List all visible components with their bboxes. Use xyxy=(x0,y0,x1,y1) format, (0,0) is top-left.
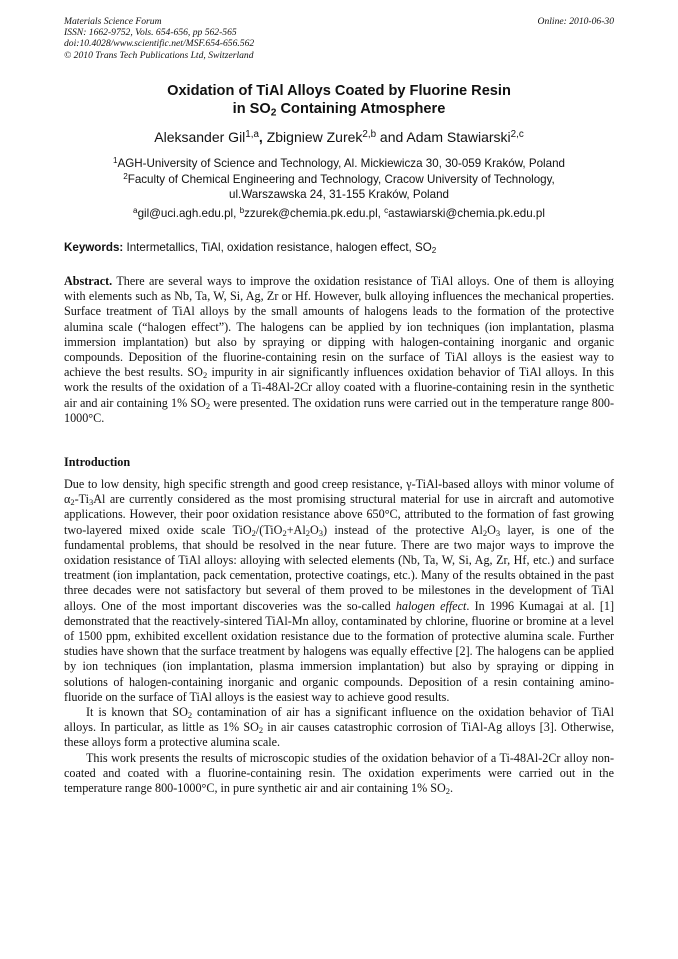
title-line-2 xyxy=(64,100,614,118)
author-affil-mark: 2,b xyxy=(362,129,377,141)
intro-subscript: 2 xyxy=(251,527,256,538)
title-subscript: 2 xyxy=(270,107,277,119)
intro-subscript: 3 xyxy=(89,497,94,508)
intro-subscript: 2 xyxy=(305,527,310,538)
email-mark: c xyxy=(384,205,389,215)
affiliation-2 xyxy=(64,172,614,188)
intro-paragraph-2 xyxy=(64,705,614,751)
intro-text: ) instead of the protective Al xyxy=(322,522,483,537)
intro-text: in air causes catastrophic corrosion of TiAl-Ag alloys [3]. Otherwise, these alloys form a protective alumina scale. xyxy=(64,720,614,750)
copyright-line: © 2010 Trans Tech Publications Ltd, Switzerland xyxy=(64,49,254,61)
intro-text: +Al xyxy=(286,522,306,537)
email-link[interactable]: zzurek@chemia.pk.edu.pl, xyxy=(244,207,385,220)
affil-text: AGH-University of Science and Technology, Al. Mickiewicza 30, 30-059 Kraków, Poland xyxy=(117,157,565,170)
abstract-text: impurity in air significantly influences oxidation behavior of TiAl alloys. In this work the results of the oxidation of a Ti-48Al-2Cr alloy coated with a fluorine-containing resin in the synthetic air and air containing 1% SO xyxy=(64,365,614,410)
author-separator: , xyxy=(258,129,267,145)
section-heading-introduction: Introduction xyxy=(64,455,131,469)
email-link[interactable]: gil@uci.agh.edu.pl, xyxy=(137,207,240,220)
author-name: Adam Stawiarski xyxy=(406,129,511,145)
author-affil-mark: 2,c xyxy=(510,129,524,141)
abstract-label: Abstract. xyxy=(64,274,113,288)
abstract-text: were presented. The oxidation runs were carried out in the temperature range 800-1000°C. xyxy=(64,395,615,425)
author-name: Aleksander Gil xyxy=(154,129,246,145)
author-name: Zbigniew Zurek xyxy=(266,129,363,145)
author-list xyxy=(64,128,614,146)
affiliation-1 xyxy=(64,156,614,172)
intro-text: contamination of air has a significant influence on the oxidation behavior of TiAl alloys. In particular, as little as 1% SO xyxy=(64,705,614,735)
intro-text: O xyxy=(309,522,319,537)
intro-subscript: 3 xyxy=(318,527,323,538)
intro-subscript: 2 xyxy=(258,725,264,736)
intro-text: O xyxy=(487,522,496,537)
online-date: Online: 2010-06-30 xyxy=(537,16,614,27)
abstract-paragraph xyxy=(64,274,614,426)
intro-text: Due to low density, high specific strength and good creep resistance, γ-TiAl-based alloys with minor volume of α xyxy=(64,477,614,507)
journal-name: Materials Science Forum xyxy=(64,16,162,27)
keywords-label: Keywords: xyxy=(64,241,124,254)
intro-emphasis: halogen effect xyxy=(395,598,467,613)
publication-info xyxy=(64,16,254,61)
keywords-line xyxy=(64,240,614,255)
intro-paragraph-3 xyxy=(64,751,614,797)
title-line-1: Oxidation of TiAl Alloys Coated by Fluorine Resin xyxy=(167,83,511,99)
affiliation-2-address: ul.Warszawska 24, 31-155 Kraków, Poland xyxy=(229,188,449,201)
paper-title xyxy=(64,82,614,118)
abstract-subscript: 2 xyxy=(205,400,211,411)
issn-line: ISSN: 1662-9752, Vols. 654-656, pp 562-565 xyxy=(64,27,237,39)
author-emails xyxy=(64,206,614,221)
author-separator: and xyxy=(376,129,407,145)
intro-paragraph-1 xyxy=(64,477,614,705)
title-text: in SO xyxy=(232,101,271,117)
intro-subscript: 2 xyxy=(70,497,75,508)
intro-subscript: 3 xyxy=(495,527,501,538)
keywords-subscript: 2 xyxy=(431,246,437,256)
intro-subscript: 2 xyxy=(282,527,287,538)
title-text: Containing Atmosphere xyxy=(276,101,446,117)
email-link[interactable]: astawiarski@chemia.pk.edu.pl xyxy=(388,207,545,220)
intro-text: This work presents the results of microscopic studies of the oxidation behavior of a Ti-48Al-2Cr alloy non-coated and coated with a fluorine-containing resin. The oxidation experiments were carried out in the temperature range 800-1000°C, in pure synthetic air and air containing 1% SO xyxy=(64,750,614,796)
affiliations xyxy=(64,156,614,203)
intro-text: . In 1996 Kumagai at al. [1] demonstrated that the reactively-sintered TiAl-Mn alloy, contaminated by chlorine, fluorine or bromine at a level of 1500 ppm, exhibited excellent oxidation resistance due to the formation of protective alumina scale. Further studies have shown that the surface treatment by halogens was equally effective [2]. The halogens can be applied by ion techniques (ion implantation, plasma immersion implantation) but also by spraying or dipping in solutions of halogen-containing inorganic and organic compounds. Deposition of a resin containing amino-fluoride on the surface of TiAl alloys is the easiest way to achieve good results. xyxy=(64,598,614,704)
doi-line[interactable]: doi:10.4028/www.scientific.net/MSF.654-656.562 xyxy=(64,38,255,50)
intro-text: -Ti xyxy=(74,492,90,507)
email-mark: b xyxy=(239,205,245,215)
affil-mark: 2 xyxy=(123,171,128,181)
intro-text: layer, is one of the fundamental problems, that should be resolved in the near future. There are two major ways to improve the oxidation resistance of TiAl alloys: alloying with selected elements (Nb, Ta, W, Si, Ag, Zr, Hf, etc.) and surface treatment (ion implantation, pack cementation, protective coatings, etc.). Many of the results obtained in the past three decades were not satisfactory but several of them proved to be milestones in the development of TiAl alloys. One of the most important discoveries was the so-called xyxy=(64,522,615,613)
intro-text: /(TiO xyxy=(255,522,283,537)
intro-subscript: 2 xyxy=(445,786,451,797)
intro-subscript: 2 xyxy=(482,527,488,538)
intro-subscript: 2 xyxy=(187,710,193,721)
email-mark: a xyxy=(133,205,138,215)
introduction-body xyxy=(64,477,614,796)
keywords-text: Intermetallics, TiAl, oxidation resistance, halogen effect, SO xyxy=(123,241,432,254)
abstract-subscript: 2 xyxy=(202,370,208,381)
intro-text: It is known that SO xyxy=(86,705,188,720)
affil-text: Faculty of Chemical Engineering and Technology, Cracow University of Technology, xyxy=(127,172,555,186)
intro-text: Al are currently considered as the most promising structural material for use in aircraft and automotive applications. However, their poor oxidation resistance above 650°C, attributed to the formation of fast growing two-layered mixed oxide scale TiO xyxy=(64,492,614,537)
abstract-text: There are several ways to improve the oxidation resistance of TiAl alloys. One of them is alloying with elements such as Nb, Ta, W, Si, Ag, Zr or Hf. However, bulk alloying influences the mechanical properties. Surface treatment of TiAl alloys by the small amounts of halogens leads to the formation of the protective alumina scale (“halogen effect”). The halogens can be applied by ion techniques (ion implantation, plasma immersion implantation) but also by spraying or dipping with halogen-containing inorganic and organic compounds. Deposition of the fluorine-containing resin on the surface of TiAl alloys is the easiest way to achieve the best results. SO xyxy=(64,274,614,380)
author-affil-mark: 1,a xyxy=(245,129,259,141)
affil-mark: 1 xyxy=(113,155,118,165)
intro-text: . xyxy=(450,781,454,796)
